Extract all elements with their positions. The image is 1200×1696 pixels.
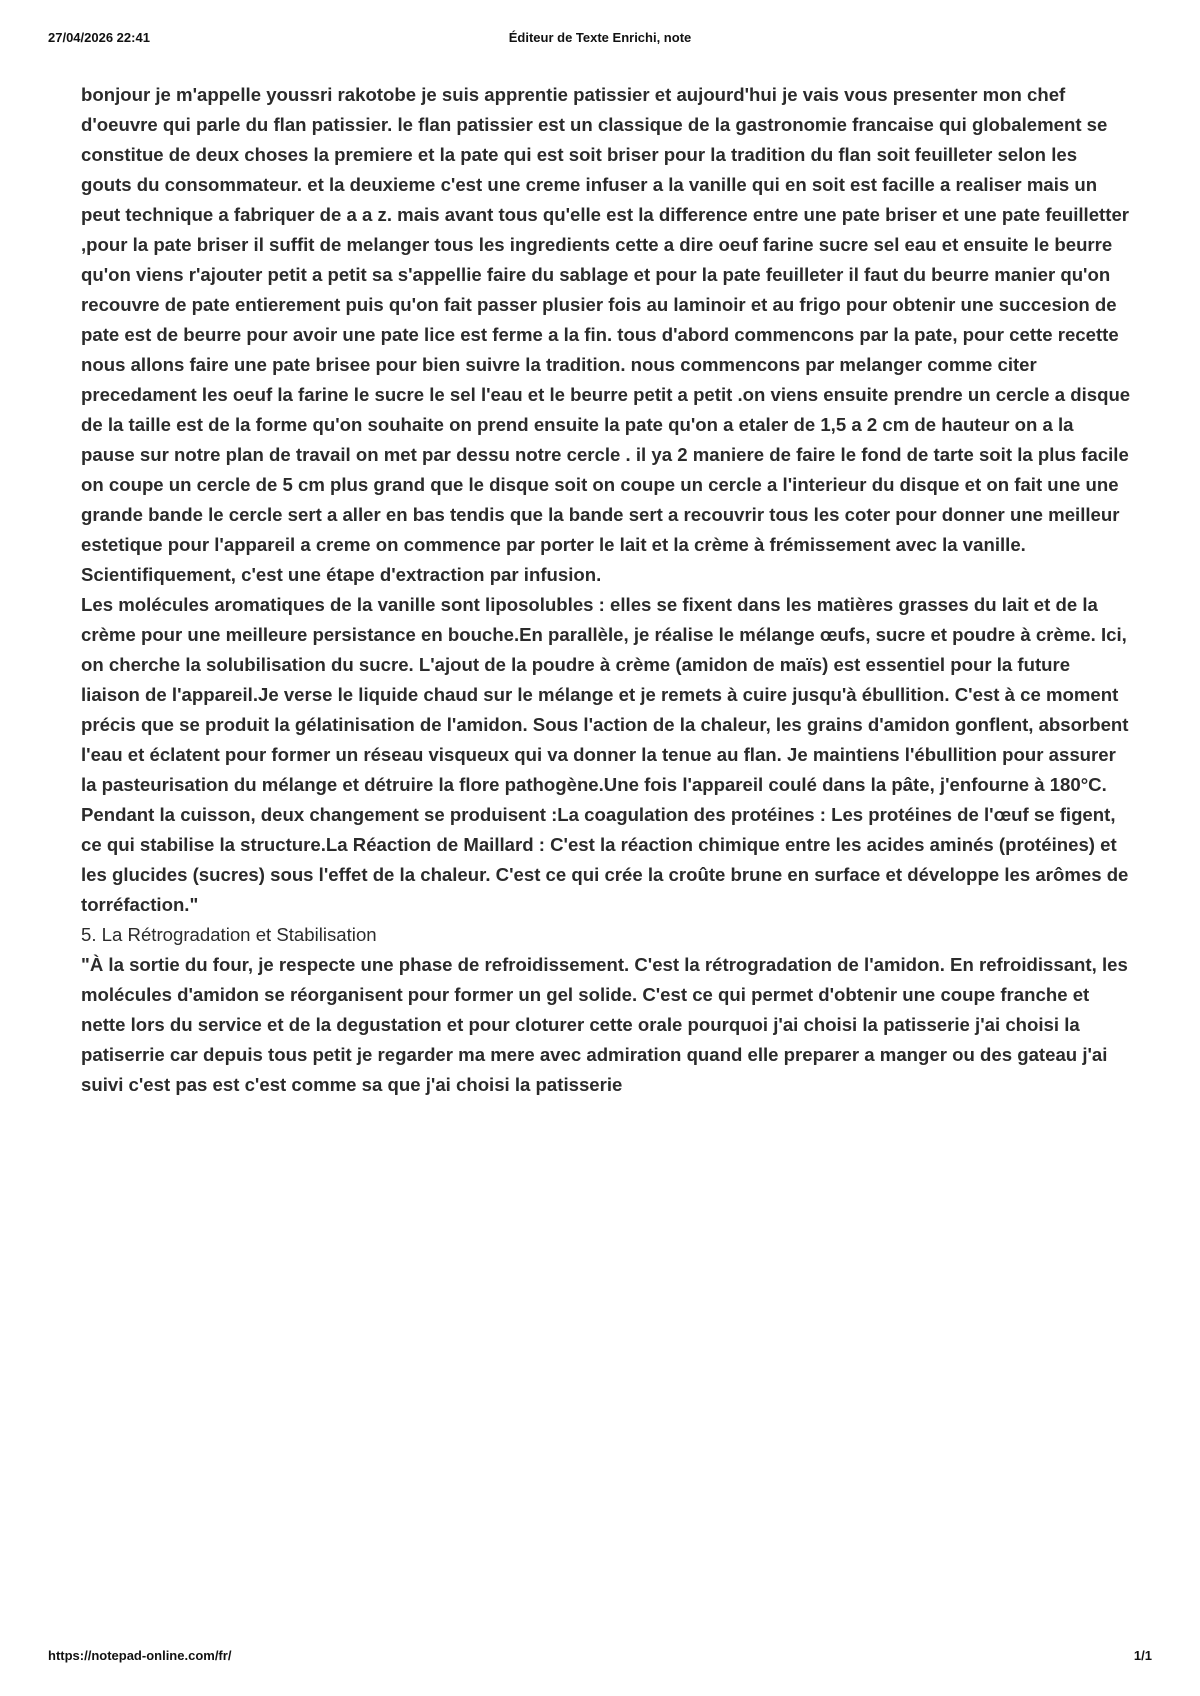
document-title: Éditeur de Texte Enrichi, note xyxy=(508,30,692,45)
print-datetime: 27/04/2026 22:41 xyxy=(48,30,150,45)
page-url: https://notepad-online.com/fr/ xyxy=(48,1648,232,1663)
paragraph-conclusion: "À la sortie du four, je respecte une phase de refroidissement. C'est la rétrogradation de l'amidon. En refroidissant, les molécules d'amidon se réorganisent pour former un gel solide. C'est ce qui permet d'obtenir une coupe franche et nette lors du service et de la degustation et pour cloturer cette orale pourquoi j'ai choisi la patisserie j'ai choisi la patiserrie car depuis tous petit je regarder ma mere avec admiration quand elle preparer a manger ou des gateau j'ai suivi c'est pas est c'est comme sa que j'ai choisi la patisserie xyxy=(81,954,1128,1095)
print-footer xyxy=(48,1648,1152,1668)
section-heading-retrogradation: 5. La Rétrogradation et Stabilisation xyxy=(81,924,377,945)
document-body[interactable] xyxy=(81,80,1131,1100)
paragraph-intro: bonjour je m'appelle youssri rakotobe je suis apprentie patissier et aujourd'hui je vais vous presenter mon chef d'oeuvre qui parle du flan patissier. le flan patissier est un classique de la gastronomie francaise qui globalement se constitue de deux choses la premiere et la pate qui est soit briser pour la tradition du flan soit feuilleter selon les gouts du consommateur. et la deuxieme c'est une creme infuser a la vanille qui en soit est facille a realiser mais un peut technique a fabriquer de a a z. mais avant tous qu'elle est la difference entre une pate briser et une pate feuilletter ,pour la pate briser il suffit de melanger tous les ingredients cette a dire oeuf farine sucre sel eau et ensuite le beurre qu'on viens r'ajouter petit a petit sa s'appellie faire du sablage et pour la pate feuilleter il faut du beurre manier qu'on recouvre de pate entierement puis qu'on fait passer plusier fois au laminoir et au frigo pour obtenir une succesion de pate est de beurre pour avoir une pate lice est ferme a la fin. tous d'abord commencons par la pate, pour cette recette nous allons faire une pate brisee pour bien suivre la tradition. nous commencons par melanger comme citer precedament les oeuf la farine le sucre le sel l'eau et le beurre petit a petit .on viens ensuite prendre un cercle a disque de la taille est de la forme qu'on souhaite on prend ensuite la pate qu'on a etaler de 1,5 a 2 cm de hauteur on a la pause sur notre plan de travail on met par dessu notre cercle . il ya 2 maniere de faire le fond de tarte soit la plus facile on coupe un cercle de 5 cm plus grand que le disque soit on coupe un cercle a l'interieur du disque et on fait une une grande bande le cercle sert a aller en bas tendis que la bande sert a recouvrir tous les coter pour donner une meilleur estetique pour l'appareil a creme on commence par porter le lait et la crème à frémissement avec la vanille. Scientifiquement, c'est une étape d'extraction par infusion. xyxy=(81,84,1131,585)
print-header xyxy=(48,30,1152,50)
page-number: 1/1 xyxy=(1133,1648,1152,1663)
paragraph-science: Les molécules aromatiques de la vanille sont liposolubles : elles se fixent dans les matières grasses du lait et de la crème pour une meilleure persistance en bouche.En parallèle, je réalise le mélange œufs, sucre et poudre à crème. Ici, on cherche la solubilisation du sucre. L'ajout de la poudre à crème (amidon de maïs) est essentiel pour la future liaison de l'appareil.Je verse le liquide chaud sur le mélange et je remets à cuire jusqu'à ébullition. C'est à ce moment précis que se produit la gélatinisation de l'amidon. Sous l'action de la chaleur, les grains d'amidon gonflent, absorbent l'eau et éclatent pour former un réseau visqueux qui va donner la tenue au flan. Je maintiens l'ébullition pour assurer la pasteurisation du mélange et détruire la flore pathogène.Une fois l'appareil coulé dans la pâte, j'enfourne à 180°C. Pendant la cuisson, deux changement se produisent :La coagulation des protéines : Les protéines de l'œuf se figent, ce qui stabilise la structure.La Réaction de Maillard : C'est la réaction chimique entre les acides aminés (protéines) et les glucides (sucres) sous l'effet de la chaleur. C'est ce qui crée la croûte brune en surface et développe les arômes de torréfaction." xyxy=(81,594,1129,915)
